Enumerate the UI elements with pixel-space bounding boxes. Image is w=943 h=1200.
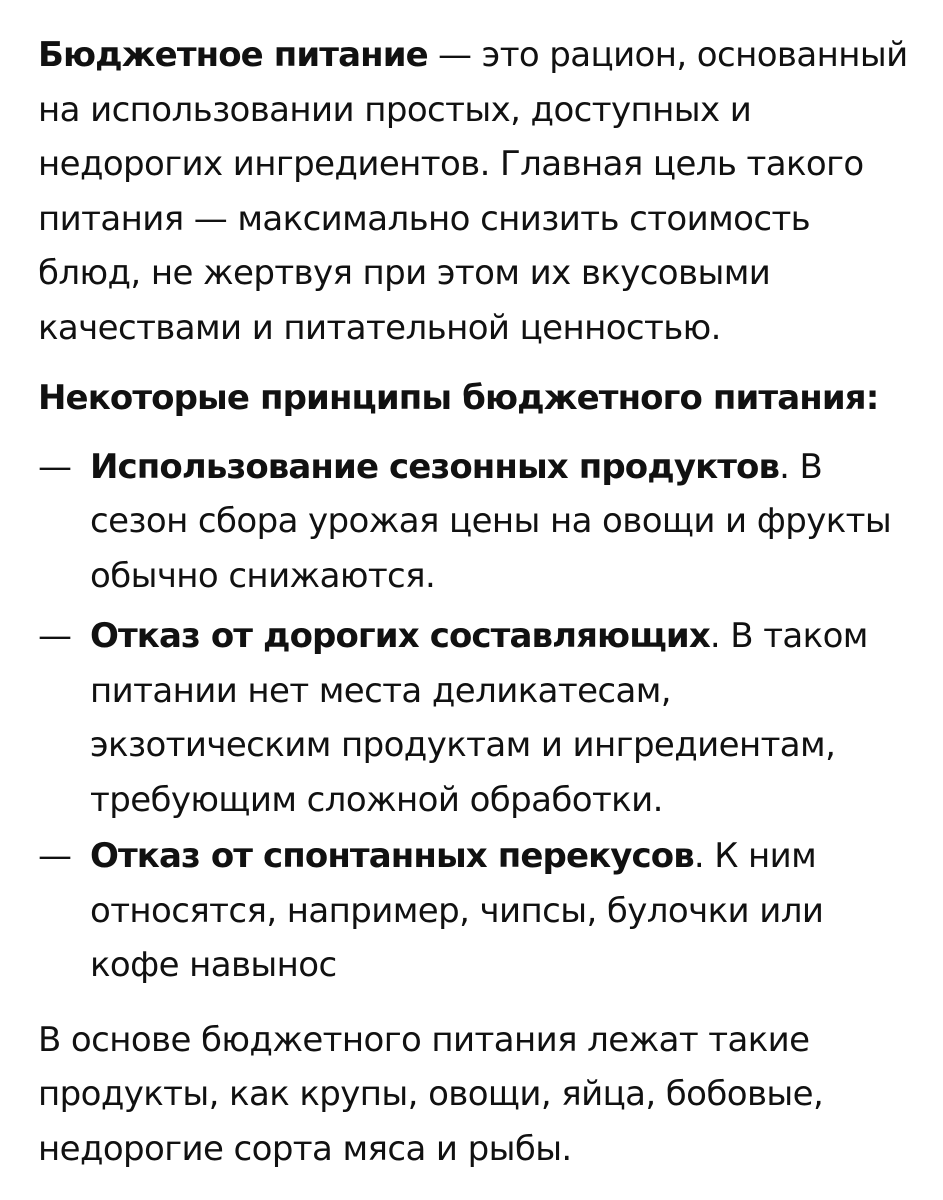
list-item (38, 829, 911, 993)
list-item (38, 609, 911, 827)
list-item-title: Использование сезонных продуктов (90, 446, 780, 487)
list-item-text (90, 440, 911, 604)
list-item-text (90, 609, 911, 827)
list-dash: — (38, 616, 72, 656)
list-dash: — (38, 446, 72, 487)
principles-heading: Некоторые принципы бюджетного питания: (38, 378, 879, 418)
list-dash: — (38, 836, 72, 876)
list-item-title: Отказ от дорогих составляющих (90, 616, 710, 656)
list-item-description: . В сезон сбора урожая цены на овощи и фрукты обычно снижаются. (90, 446, 892, 596)
list-item-text (90, 829, 911, 993)
list-item-description: . В таком питании нет места деликатесам, экзотическим продуктам и ингредиентам, требующим сложной обработки. (90, 616, 868, 820)
list-item (38, 440, 911, 604)
list-item-title: Отказ от спонтанных перекусов (90, 836, 694, 876)
intro-term: Бюджетное питание (38, 35, 428, 75)
intro-paragraph (38, 28, 911, 355)
list-item-description: . К ним относятся, например, чипсы, булочки или кофе навынос (90, 836, 824, 985)
principles-list (38, 440, 911, 993)
conclusion-paragraph: В основе бюджетного питания лежат такие продукты, как крупы, овощи, яйца, бобовые, недорогие сорта мяса и рыбы. (38, 1019, 824, 1169)
intro-definition: — это рацион, основанный на использовании простых, доступных и недорогих ингредиентов. Главная цель такого питания — максимально снизить стоимость блюд, не жертвуя при этом их вкусовыми качествами и питательной ценностью. (38, 35, 908, 348)
